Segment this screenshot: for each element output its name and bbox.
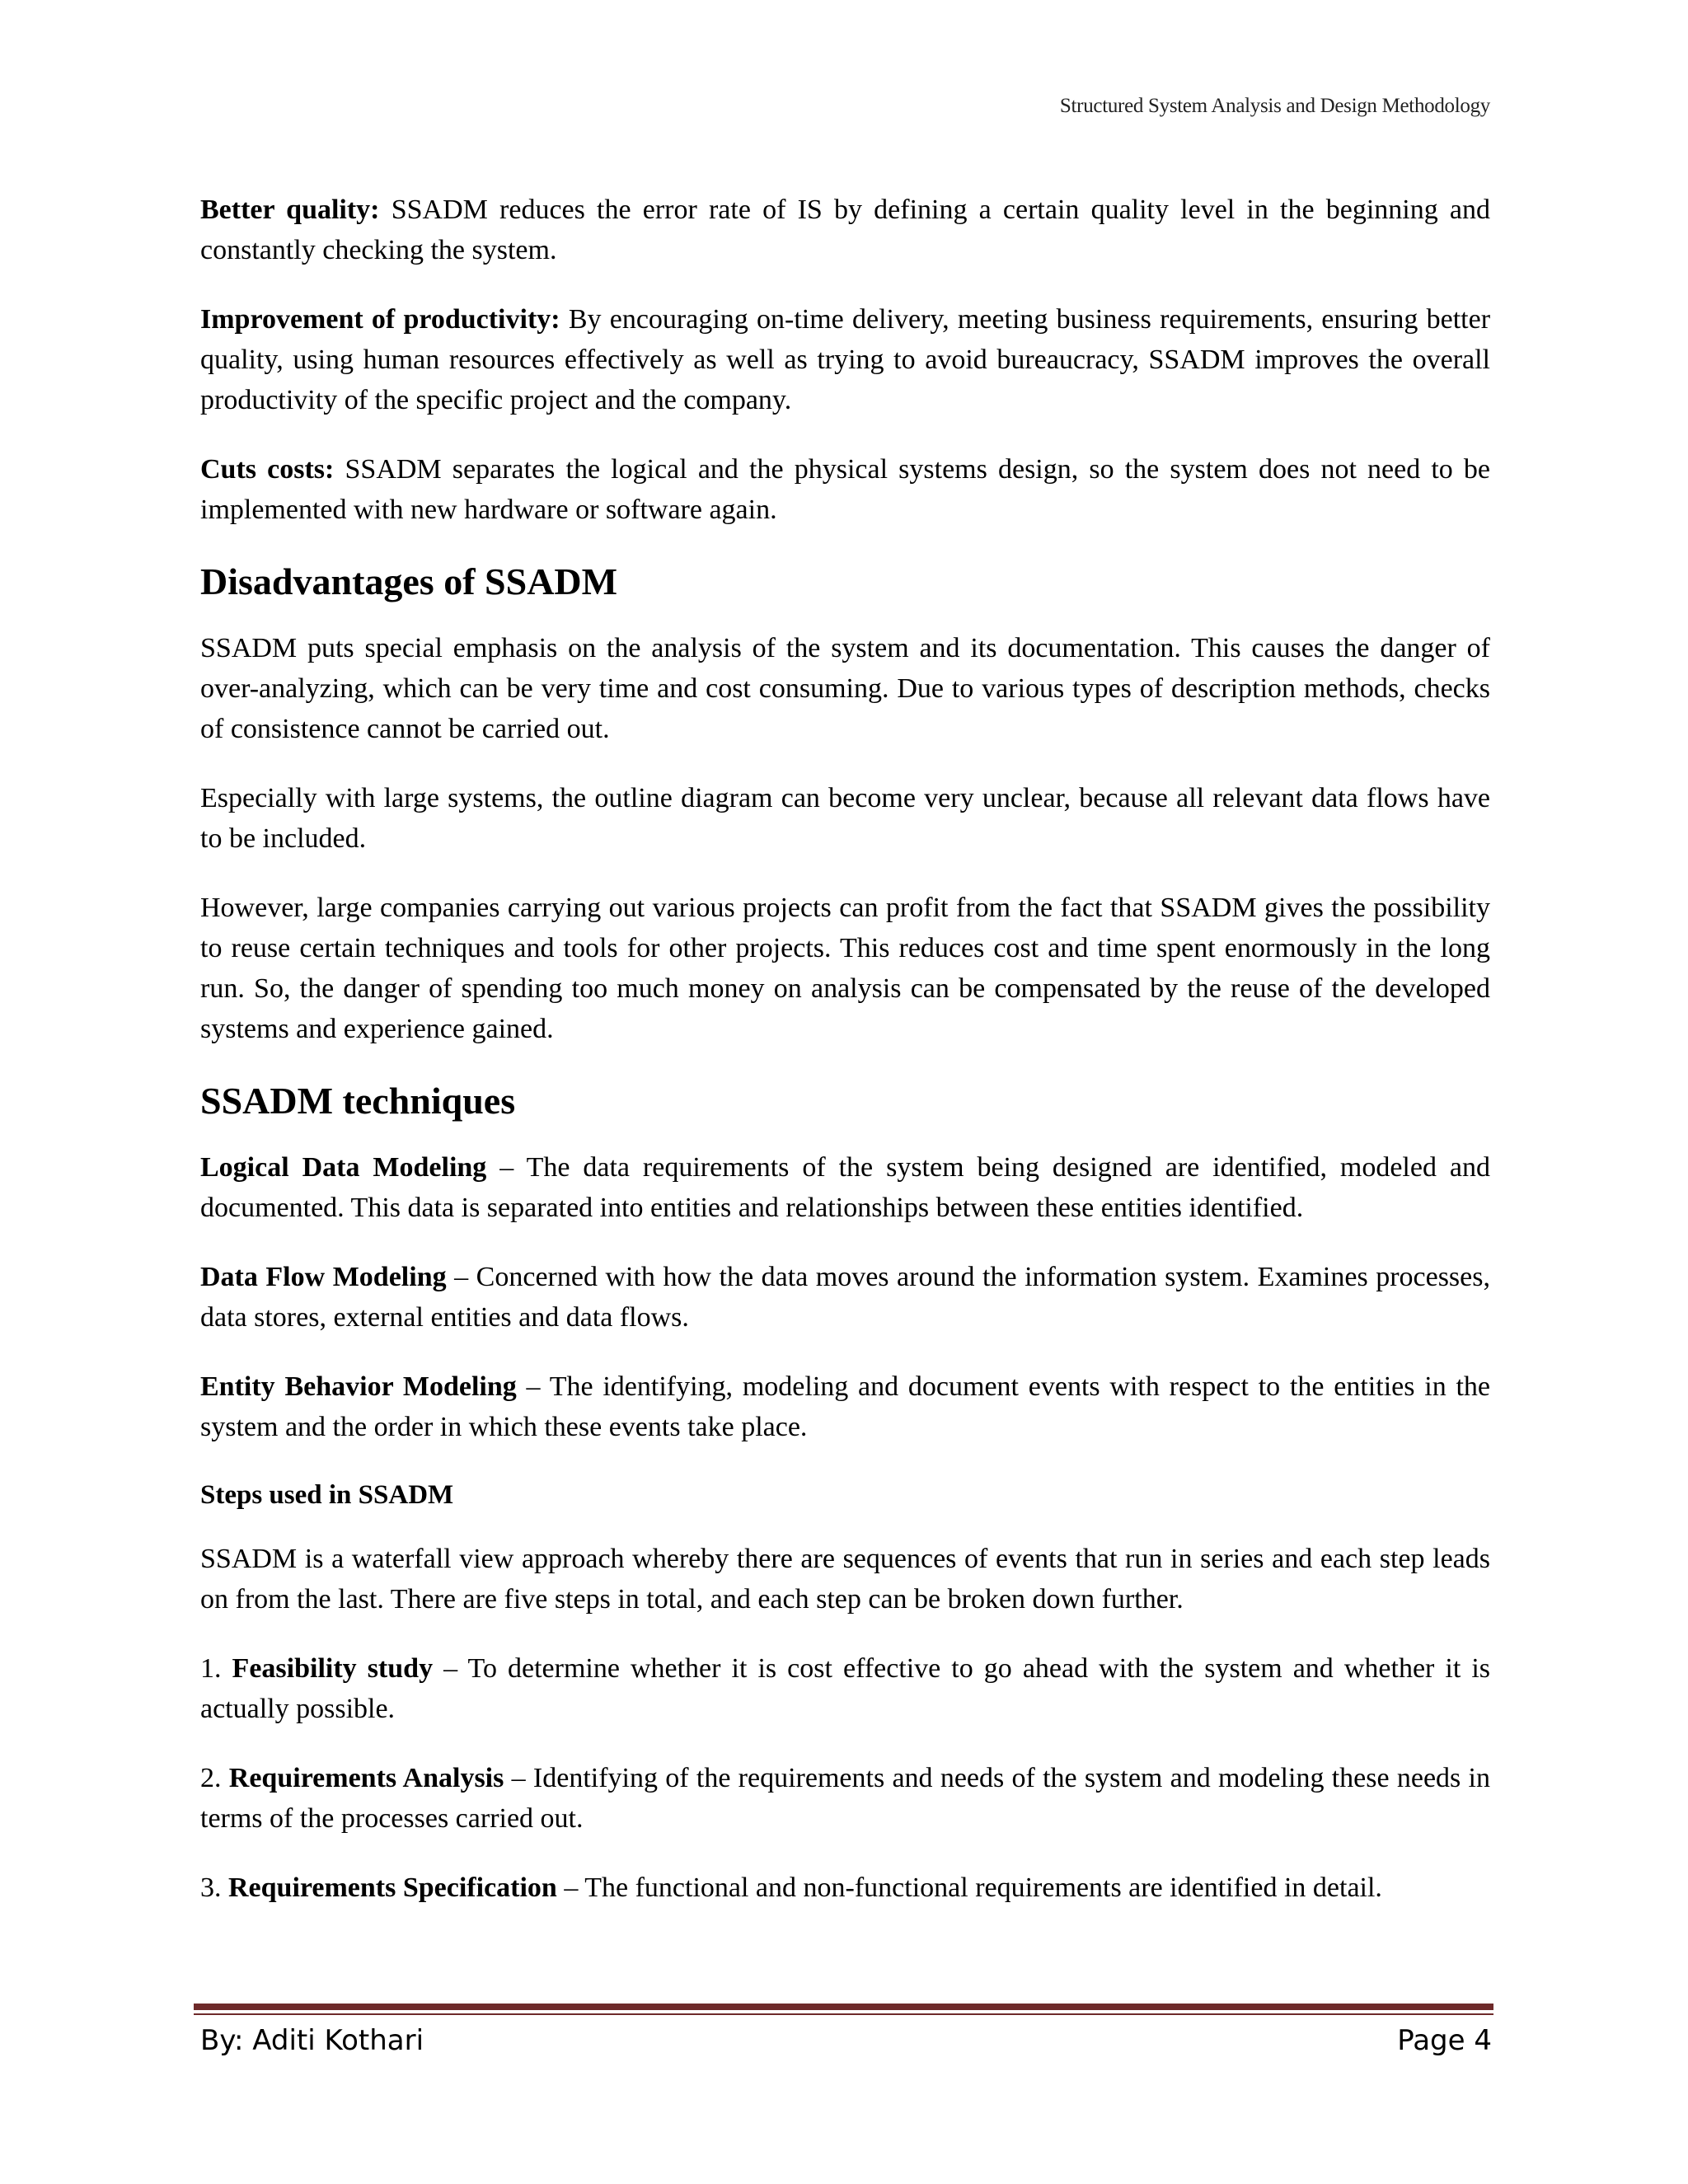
step-number: 1. — [200, 1653, 222, 1684]
section-heading-disadvantages: Disadvantages of SSADM — [200, 560, 618, 602]
page-footer — [200, 2016, 1492, 2065]
step-number: 2. — [200, 1763, 222, 1793]
step-item — [200, 1868, 1490, 1908]
footer-rule — [194, 2004, 1493, 2010]
technique-term: Data Flow Modeling — [200, 1262, 447, 1292]
technique-text: – The identifying, modeling and document events with respect to the entities in the system and the order in which these events take place. — [200, 1371, 1491, 1442]
benefit-term: Cuts costs: — [200, 454, 335, 485]
benefit-text: SSADM reduces the error rate of IS by defining a certain quality level in the beginning and constantly checking the system. — [200, 194, 1491, 265]
step-term: Feasibility study — [232, 1653, 434, 1684]
technique-term: Entity Behavior Modeling — [200, 1371, 517, 1402]
section-heading-techniques: SSADM techniques — [200, 1080, 516, 1122]
benefit-paragraph — [200, 449, 1490, 530]
benefit-text: By encouraging on-time delivery, meeting business requirements, ensuring better quality, using human resources effectively as well as trying to avoid bureaucracy, SSADM improves the overall productivity of the specific project and the company. — [200, 304, 1491, 415]
benefit-term: Improvement of productivity: — [200, 304, 560, 335]
footer-rule-thin — [194, 2013, 1493, 2015]
page-number: Page 4 — [1397, 2024, 1492, 2057]
technique-term: Logical Data Modeling — [200, 1152, 487, 1183]
step-text: – To determine whether it is cost effective to go ahead with the system and whether it is actually possible. — [200, 1653, 1491, 1724]
technique-paragraph — [200, 1257, 1490, 1338]
subheading-steps: Steps used in SSADM — [200, 1480, 454, 1510]
step-term: Requirements Analysis — [228, 1763, 504, 1793]
step-term: Requirements Specification — [228, 1872, 557, 1903]
running-header: Structured System Analysis and Design Methodology — [1059, 95, 1490, 117]
page-content — [200, 190, 1490, 1937]
step-number: 3. — [200, 1872, 222, 1903]
body-paragraph: Especially with large systems, the outline diagram can become very unclear, because all relevant data flows have to be included. — [200, 783, 1490, 854]
benefit-paragraph — [200, 299, 1490, 420]
body-paragraph: SSADM is a waterfall view approach whereby there are sequences of events that run in series and each step leads on from the last. There are five steps in total, and each step can be broken down further. — [200, 1544, 1490, 1615]
step-text: – Identifying of the requirements and needs of the system and modeling these needs in terms of the processes carried out. — [200, 1763, 1490, 1834]
technique-text: – Concerned with how the data moves around the information system. Examines processes, data stores, external entities and data flows. — [200, 1262, 1490, 1333]
body-paragraph: SSADM puts special emphasis on the analysis of the system and its documentation. This causes the danger of over-analyzing, which can be very time and cost consuming. Due to various types of description methods, checks of consistence cannot be carried out. — [200, 633, 1490, 744]
step-item — [200, 1648, 1490, 1729]
footer-author: By: Aditi Kothari — [200, 2024, 424, 2057]
step-item — [200, 1758, 1490, 1839]
technique-paragraph — [200, 1147, 1490, 1228]
benefit-paragraph — [200, 190, 1490, 270]
benefit-text: SSADM separates the logical and the physical systems design, so the system does not need to be implemented with new hardware or software again. — [200, 454, 1491, 525]
body-paragraph: However, large companies carrying out various projects can profit from the fact that SSADM gives the possibility to reuse certain techniques and tools for other projects. This reduces cost and time spent enormously in the long run. So, the danger of spending too much money on analysis can be compensated by the reuse of the developed systems and experience gained. — [200, 893, 1490, 1044]
step-text: – The functional and non-functional requirements are identified in detail. — [564, 1872, 1382, 1903]
technique-text: – The data requirements of the system being designed are identified, modeled and documented. This data is separated into entities and relationships between these entities identified. — [200, 1152, 1490, 1223]
benefit-term: Better quality: — [200, 194, 380, 225]
technique-paragraph — [200, 1366, 1490, 1447]
